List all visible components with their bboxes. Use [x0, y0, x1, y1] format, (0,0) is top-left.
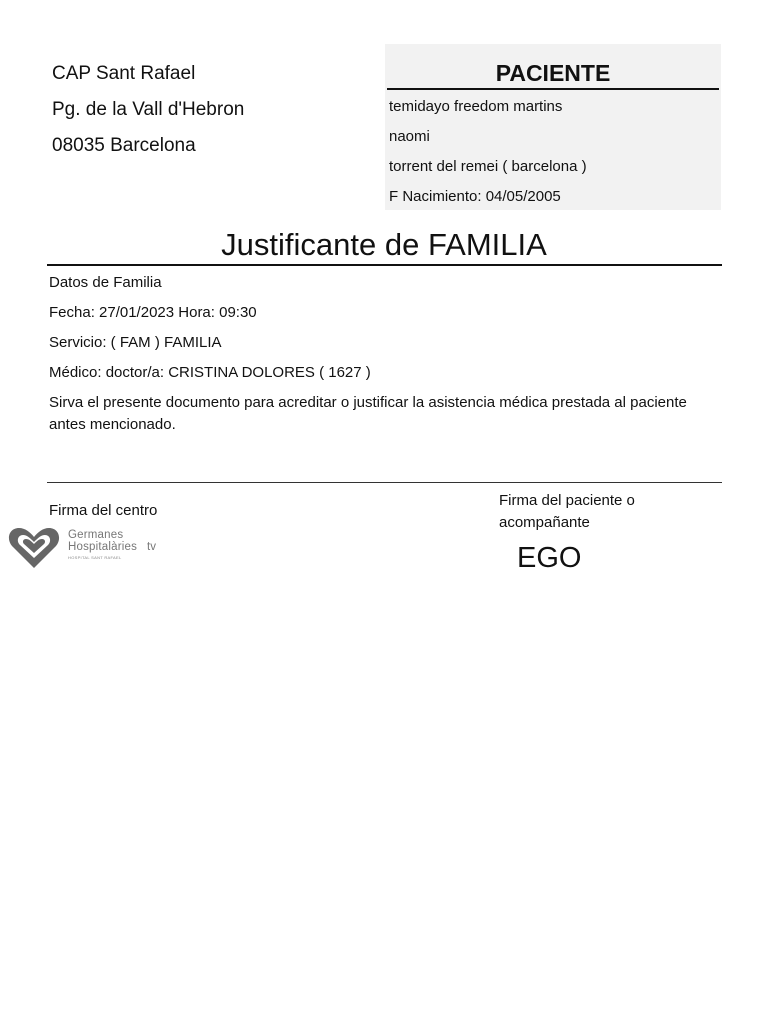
center-name: CAP Sant Rafael — [52, 63, 196, 84]
center-street: Pg. de la Vall d'Hebron — [52, 99, 245, 120]
document-title: Justificante de FAMILIA — [221, 227, 547, 262]
logo-text-line1: Germanes — [68, 529, 124, 541]
visit-date-time: Fecha: 27/01/2023 Hora: 09:30 — [49, 304, 257, 321]
section-heading: Datos de Familia — [49, 274, 162, 291]
visit-doctor: Médico: doctor/a: CRISTINA DOLORES ( 1627 ) — [49, 364, 371, 381]
patient-name: temidayo freedom martins — [389, 98, 563, 115]
center-signature-label: Firma del centro — [49, 502, 158, 519]
logo-text-suffix: tv — [147, 541, 156, 553]
signature-divider — [47, 482, 722, 483]
statement-text: Sirva el presente documento para acreditar o justificar la asistencia médica prestada al paciente antes mencionado. — [49, 394, 687, 433]
logo-text-line2: Hospitalàries — [68, 541, 138, 553]
hospital-logo — [8, 524, 168, 572]
patient-signature-label: Firma del paciente o acompañante — [499, 492, 635, 531]
center-address — [52, 56, 244, 164]
patient-box — [385, 44, 721, 210]
visit-service: Servicio: ( FAM ) FAMILIA — [49, 334, 222, 351]
center-city: 08035 Barcelona — [52, 135, 196, 156]
logo-text-line3: HOSPITAL SANT RAFAEL — [68, 555, 122, 560]
patient-address: torrent del remei ( barcelona ) — [389, 158, 587, 175]
title-divider — [47, 264, 722, 266]
heart-logo-icon — [8, 524, 62, 570]
patient-heading: PACIENTE — [387, 58, 719, 90]
patient-second-name: naomi — [389, 128, 430, 145]
patient-signature: EGO — [517, 542, 582, 574]
patient-birth-date: F Nacimiento: 04/05/2005 — [389, 188, 561, 205]
